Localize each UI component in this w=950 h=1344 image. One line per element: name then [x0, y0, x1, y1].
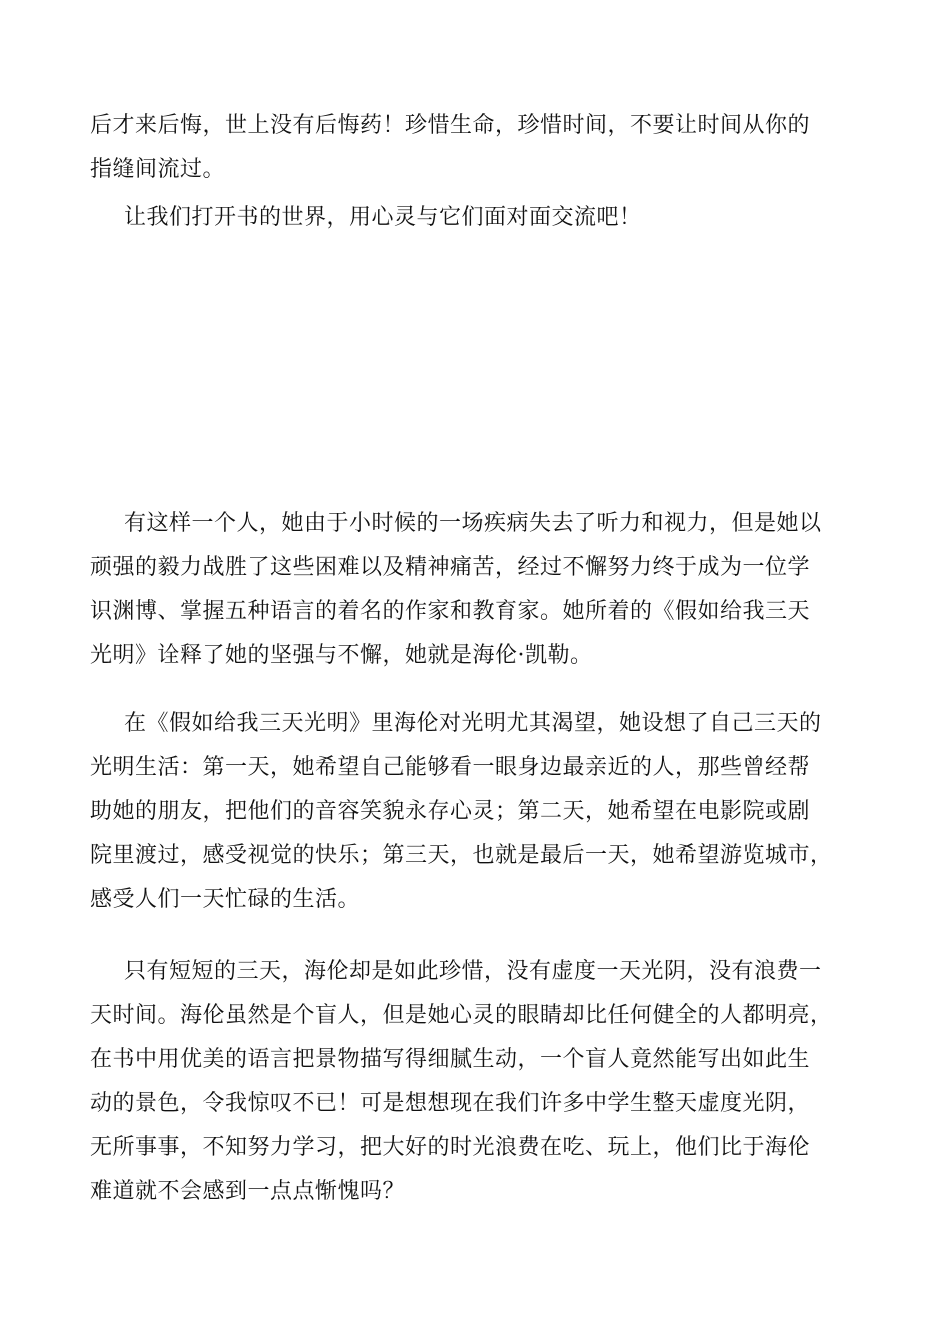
text-line: 动的景色，令我惊叹不已！可是想想现在我们许多中学生整天虚度光阴， — [90, 1091, 811, 1116]
text-line: 顽强的毅力战胜了这些困难以及精神痛苦，经过不懈努力终于成为一位学 — [90, 555, 811, 580]
text-line: 后才来后悔，世上没有后悔药！珍惜生命，珍惜时间，不要让时间从你的 — [90, 113, 811, 138]
text-line: 难道就不会感到一点点惭愧吗？ — [90, 1179, 406, 1204]
paragraph-helen-intro — [90, 502, 862, 678]
paragraph-open-books — [90, 196, 862, 240]
text-line: 只有短短的三天，海伦却是如此珍惜，没有虚度一天光阴，没有浪费一 — [124, 959, 822, 984]
text-line: 助她的朋友，把他们的音容笑貌永存心灵；第二天，她希望在电影院或剧 — [90, 799, 811, 824]
text-line: 天时间。海伦虽然是个盲人，但是她心灵的眼睛却比任何健全的人都明亮， — [90, 1003, 833, 1028]
text-line: 指缝间流过。 — [90, 157, 226, 182]
paragraph-three-days — [90, 702, 862, 922]
text-line: 在《假如给我三天光明》里海伦对光明尤其渴望，她设想了自己三天的 — [124, 711, 822, 736]
text-line: 光明》诠释了她的坚强与不懈，她就是海伦·凯勒。 — [90, 643, 593, 668]
text-line: 识渊博、掌握五种语言的着名的作家和教育家。她所着的《假如给我三天 — [90, 599, 811, 624]
paragraph-cherish-time — [90, 104, 862, 192]
text-line: 院里渡过，感受视觉的快乐；第三天，也就是最后一天，她希望游览城市， — [90, 843, 833, 868]
text-line: 光明生活：第一天，她希望自己能够看一眼身边最亲近的人，那些曾经帮 — [90, 755, 811, 780]
text-line: 有这样一个人，她由于小时候的一场疾病失去了听力和视力，但是她以 — [124, 511, 822, 536]
text-line: 在书中用优美的语言把景物描写得细腻生动，一个盲人竟然能写出如此生 — [90, 1047, 811, 1072]
paragraph-reflection — [90, 950, 862, 1214]
text-line: 无所事事，不知努力学习，把大好的时光浪费在吃、玩上，他们比于海伦 — [90, 1135, 811, 1160]
text-line: 感受人们一天忙碌的生活。 — [90, 887, 361, 912]
text-line: 让我们打开书的世界，用心灵与它们面对面交流吧！ — [124, 205, 642, 230]
